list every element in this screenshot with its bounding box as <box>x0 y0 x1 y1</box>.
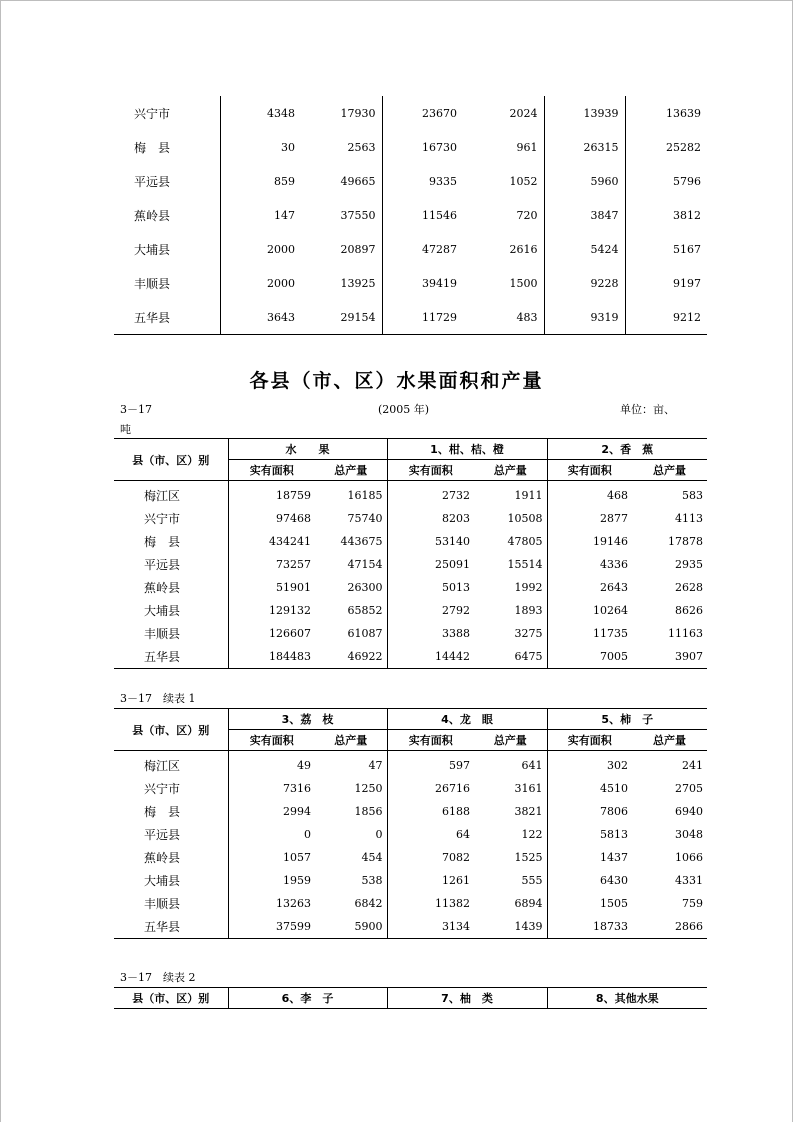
value-cell: 8626 <box>675 604 703 617</box>
value-cell: 16730 <box>382 130 463 164</box>
continued-table-1 <box>114 708 707 939</box>
value-cell: 13263 <box>228 892 315 915</box>
table-row <box>114 481 707 508</box>
value-cell: 9228 <box>544 266 625 300</box>
value-cell: 6475 <box>474 645 547 669</box>
value-cell: 6430 <box>547 869 632 892</box>
value-cell: 2705 <box>675 782 703 795</box>
value-cell: 1439 <box>474 915 547 939</box>
value-cell: 1856 <box>354 805 383 818</box>
value-cell: 1057 <box>228 846 315 869</box>
value-cell: 9319 <box>544 300 625 335</box>
county-name-cell: 五华县 <box>114 300 220 335</box>
value-cell: 4348 <box>220 96 301 130</box>
value-cell: 1992 <box>514 581 543 594</box>
continued-table-1-caption: 3－17 续表 1 <box>120 692 196 705</box>
county-name-cell: 平远县 <box>144 828 181 842</box>
table-number: 3－17 <box>120 403 152 416</box>
value-cell: 73257 <box>228 553 315 576</box>
value-cell: 49665 <box>340 174 376 188</box>
value-cell: 3847 <box>544 198 625 232</box>
value-cell: 9197 <box>625 266 707 300</box>
value-cell: 2935 <box>675 558 703 571</box>
value-cell: 9212 <box>625 300 707 335</box>
value-cell: 1261 <box>387 869 474 892</box>
value-cell: 3048 <box>675 828 703 841</box>
subheader-output: 总产量 <box>632 730 707 751</box>
table-row <box>114 507 707 530</box>
value-cell: 39419 <box>382 266 463 300</box>
value-cell: 51901 <box>228 576 315 599</box>
value-cell: 3388 <box>387 622 474 645</box>
table-row <box>114 645 707 669</box>
value-cell: 13939 <box>544 96 625 130</box>
value-cell: 47 <box>368 759 383 772</box>
value-cell: 97468 <box>228 507 315 530</box>
subheader-area: 实有面积 <box>547 730 632 751</box>
table-row <box>114 622 707 645</box>
value-cell: 37550 <box>340 208 376 222</box>
county-name-cell: 大埔县 <box>144 874 181 888</box>
value-cell: 597 <box>387 751 474 778</box>
value-cell: 6940 <box>675 805 703 818</box>
table-row <box>114 915 707 939</box>
value-cell: 434241 <box>228 530 315 553</box>
table-row <box>114 892 707 915</box>
value-cell: 20897 <box>340 242 376 256</box>
subheader-output: 总产量 <box>474 730 547 751</box>
value-cell: 30 <box>220 130 301 164</box>
subheader-area: 实有面积 <box>387 460 474 481</box>
value-cell: 6188 <box>387 800 474 823</box>
subheader-area: 实有面积 <box>547 460 632 481</box>
group-header-persimmon: 5、柿 子 <box>547 709 707 730</box>
table-unit-wrap: 吨 <box>120 423 131 436</box>
value-cell: 5900 <box>315 915 387 939</box>
group-header-lychee: 3、荔 枝 <box>228 709 387 730</box>
value-cell: 13925 <box>340 276 376 290</box>
value-cell: 3821 <box>514 805 543 818</box>
value-cell: 2000 <box>220 266 301 300</box>
group-header-pomelo: 7、柚 类 <box>387 988 547 1009</box>
value-cell: 1959 <box>228 869 315 892</box>
value-cell: 1066 <box>675 851 703 864</box>
continued-table-2 <box>114 987 707 1009</box>
table-row <box>114 266 707 300</box>
value-cell: 483 <box>463 300 544 335</box>
value-cell: 61087 <box>347 627 383 640</box>
value-cell: 3161 <box>514 782 543 795</box>
table-row <box>114 232 707 266</box>
value-cell: 3643 <box>220 300 301 335</box>
value-cell: 2024 <box>509 106 538 120</box>
county-column-header: 县（市、区）别 <box>114 709 228 751</box>
table-row <box>114 800 707 823</box>
value-cell: 0 <box>375 828 383 841</box>
table-row <box>114 823 707 846</box>
value-cell: 4510 <box>547 777 632 800</box>
table-row <box>114 130 707 164</box>
county-name-cell: 丰顺县 <box>144 897 181 911</box>
value-cell: 18759 <box>228 481 315 508</box>
value-cell: 11546 <box>382 198 463 232</box>
table-year: (2005 年) <box>378 403 430 416</box>
value-cell: 11729 <box>382 300 463 335</box>
county-name-cell: 平远县 <box>144 558 181 572</box>
value-cell: 302 <box>547 751 632 778</box>
value-cell: 2563 <box>347 140 376 154</box>
value-cell: 5013 <box>387 576 474 599</box>
value-cell: 7082 <box>387 846 474 869</box>
page-edge-top <box>0 0 793 1</box>
value-cell: 26300 <box>347 581 383 594</box>
table-row <box>114 300 707 335</box>
continued-table-2-caption: 3－17 续表 2 <box>120 971 196 984</box>
group-header-other-fruit: 8、其他水果 <box>547 988 707 1009</box>
value-cell: 538 <box>361 874 383 887</box>
table-row <box>114 198 707 232</box>
county-name-cell: 梅江区 <box>144 489 181 503</box>
value-cell: 7806 <box>547 800 632 823</box>
value-cell: 2000 <box>220 232 301 266</box>
value-cell: 2616 <box>509 242 538 256</box>
value-cell: 2866 <box>632 915 707 939</box>
value-cell: 720 <box>516 208 538 222</box>
value-cell: 19146 <box>547 530 632 553</box>
value-cell: 3134 <box>387 915 474 939</box>
value-cell: 641 <box>521 759 543 772</box>
county-name-cell: 梅 县 <box>144 535 181 549</box>
value-cell: 17878 <box>668 535 703 548</box>
value-cell: 47287 <box>382 232 463 266</box>
value-cell: 5167 <box>625 232 707 266</box>
county-name-cell: 梅 县 <box>144 805 181 819</box>
value-cell: 2732 <box>387 481 474 508</box>
value-cell: 859 <box>220 164 301 198</box>
county-name-cell: 兴宁市 <box>144 782 181 796</box>
value-cell: 64 <box>387 823 474 846</box>
value-cell: 555 <box>521 874 543 887</box>
county-name-cell: 丰顺县 <box>134 276 171 291</box>
subheader-output: 总产量 <box>315 730 387 751</box>
value-cell: 6842 <box>354 897 383 910</box>
county-name-cell: 平远县 <box>134 174 171 189</box>
value-cell: 8203 <box>387 507 474 530</box>
value-cell: 47805 <box>507 535 543 548</box>
value-cell: 11163 <box>668 627 703 640</box>
table-row <box>114 869 707 892</box>
value-cell: 7005 <box>547 645 632 669</box>
value-cell: 184483 <box>228 645 315 669</box>
subheader-area: 实有面积 <box>228 460 315 481</box>
county-name-cell: 五华县 <box>114 645 228 669</box>
county-name-cell: 蕉岭县 <box>134 208 171 223</box>
county-name-cell: 丰顺县 <box>144 627 181 641</box>
value-cell: 26315 <box>544 130 625 164</box>
subheader-output: 总产量 <box>474 460 547 481</box>
value-cell: 2994 <box>228 800 315 823</box>
value-cell: 2628 <box>675 581 703 594</box>
value-cell: 11382 <box>387 892 474 915</box>
fruit-area-output-table <box>114 438 707 669</box>
value-cell: 14442 <box>387 645 474 669</box>
value-cell: 4331 <box>675 874 703 887</box>
subheader-area: 实有面积 <box>228 730 315 751</box>
page-edge-left <box>0 0 1 1122</box>
value-cell: 16185 <box>347 489 383 502</box>
value-cell: 129132 <box>228 599 315 622</box>
value-cell: 46922 <box>315 645 387 669</box>
value-cell: 1525 <box>514 851 543 864</box>
value-cell: 13639 <box>625 96 707 130</box>
county-name-cell: 五华县 <box>114 915 228 939</box>
value-cell: 468 <box>547 481 632 508</box>
table-row <box>114 751 707 778</box>
subheader-output: 总产量 <box>632 460 707 481</box>
value-cell: 5960 <box>544 164 625 198</box>
table-row <box>114 553 707 576</box>
value-cell: 75740 <box>347 512 383 525</box>
subheader-output: 总产量 <box>315 460 387 481</box>
value-cell: 49 <box>228 751 315 778</box>
value-cell: 3907 <box>632 645 707 669</box>
value-cell: 23670 <box>382 96 463 130</box>
continued-table-top <box>114 96 707 335</box>
table-row <box>114 164 707 198</box>
value-cell: 10264 <box>547 599 632 622</box>
value-cell: 4113 <box>675 512 703 525</box>
table-row <box>114 599 707 622</box>
value-cell: 241 <box>682 759 703 772</box>
county-column-header: 县（市、区）别 <box>114 988 228 1009</box>
value-cell: 1911 <box>514 489 543 502</box>
table-row <box>114 530 707 553</box>
value-cell: 2877 <box>547 507 632 530</box>
value-cell: 1250 <box>354 782 383 795</box>
county-name-cell: 梅江区 <box>144 759 181 773</box>
value-cell: 15514 <box>507 558 543 571</box>
table-row <box>114 96 707 130</box>
group-header-longan: 4、龙 眼 <box>387 709 547 730</box>
value-cell: 122 <box>521 828 543 841</box>
value-cell: 1437 <box>547 846 632 869</box>
value-cell: 126607 <box>228 622 315 645</box>
value-cell: 1052 <box>509 174 538 188</box>
value-cell: 0 <box>228 823 315 846</box>
table-row <box>114 846 707 869</box>
value-cell: 2792 <box>387 599 474 622</box>
value-cell: 9335 <box>382 164 463 198</box>
county-name-cell: 梅 县 <box>134 140 171 155</box>
county-name-cell: 蕉岭县 <box>144 851 181 865</box>
county-column-header: 县（市、区）别 <box>114 439 228 481</box>
value-cell: 7316 <box>228 777 315 800</box>
value-cell: 1505 <box>547 892 632 915</box>
value-cell: 10508 <box>507 512 543 525</box>
table-row <box>114 576 707 599</box>
group-header-plum: 6、李 子 <box>228 988 387 1009</box>
county-name-cell: 兴宁市 <box>144 512 181 526</box>
value-cell: 5424 <box>544 232 625 266</box>
value-cell: 25091 <box>387 553 474 576</box>
value-cell: 443675 <box>340 535 383 548</box>
value-cell: 583 <box>682 489 703 502</box>
value-cell: 147 <box>220 198 301 232</box>
value-cell: 5813 <box>547 823 632 846</box>
county-name-cell: 大埔县 <box>144 604 181 618</box>
subheader-area: 实有面积 <box>387 730 474 751</box>
value-cell: 65852 <box>347 604 383 617</box>
value-cell: 53140 <box>387 530 474 553</box>
value-cell: 3812 <box>625 198 707 232</box>
group-header-citrus: 1、柑、桔、橙 <box>387 439 547 460</box>
group-header-banana: 2、香 蕉 <box>547 439 707 460</box>
value-cell: 454 <box>361 851 383 864</box>
value-cell: 2643 <box>547 576 632 599</box>
value-cell: 26716 <box>387 777 474 800</box>
value-cell: 961 <box>516 140 538 154</box>
value-cell: 3275 <box>514 627 543 640</box>
value-cell: 18733 <box>547 915 632 939</box>
value-cell: 11735 <box>547 622 632 645</box>
value-cell: 29154 <box>301 300 382 335</box>
value-cell: 47154 <box>347 558 383 571</box>
county-name-cell: 蕉岭县 <box>144 581 181 595</box>
value-cell: 37599 <box>228 915 315 939</box>
value-cell: 1893 <box>514 604 543 617</box>
value-cell: 1500 <box>509 276 538 290</box>
table-unit: 单位：亩、 <box>620 403 675 416</box>
page-title: 各县（市、区）水果面积和产量 <box>249 370 544 392</box>
county-name-cell: 兴宁市 <box>134 106 171 121</box>
value-cell: 4336 <box>547 553 632 576</box>
county-name-cell: 大埔县 <box>134 242 171 257</box>
table-row <box>114 777 707 800</box>
value-cell: 6894 <box>514 897 543 910</box>
value-cell: 25282 <box>625 130 707 164</box>
group-header-all-fruit: 水 果 <box>228 439 387 460</box>
value-cell: 759 <box>682 897 703 910</box>
value-cell: 5796 <box>625 164 707 198</box>
value-cell: 17930 <box>340 106 376 120</box>
